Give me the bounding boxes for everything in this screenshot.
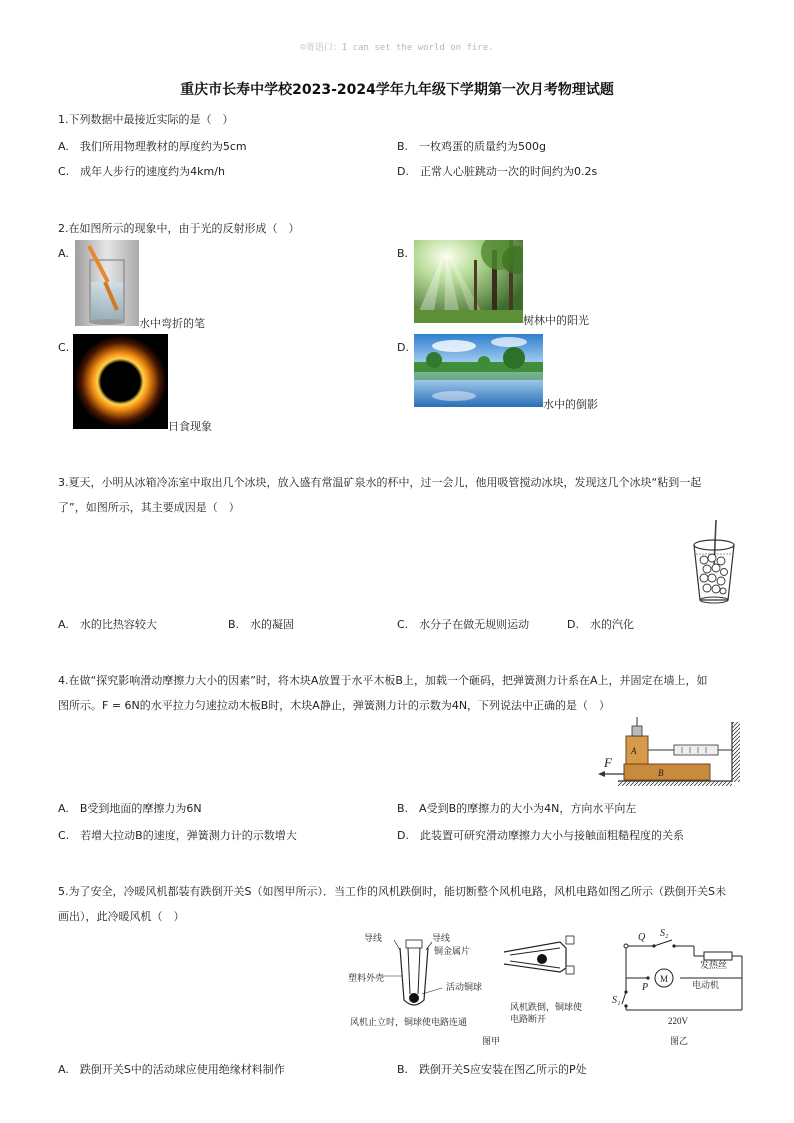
heater-label: 发热丝 bbox=[700, 960, 728, 970]
friction-setup-image bbox=[598, 714, 740, 786]
wire-label-2: 导线 bbox=[432, 933, 451, 943]
bent-pencil-image bbox=[75, 240, 139, 326]
motor-label: 电动机 bbox=[692, 980, 720, 990]
q1-option-b[interactable]: B. 一枚鸡蛋的质量约为500g bbox=[397, 140, 547, 153]
copper-ball-label: 活动铜球 bbox=[446, 982, 483, 992]
switch-s2-label: S₂ bbox=[660, 928, 669, 939]
q4-option-a[interactable]: A. B受到地面的摩擦力为6N bbox=[58, 802, 202, 815]
voltage-label: 220V bbox=[668, 1016, 688, 1026]
q2-option-c-letter[interactable]: C. bbox=[58, 341, 70, 354]
circuit-diagram-yi bbox=[608, 928, 748, 1050]
q5-stem-line2: 画出），此冷暖风机（ ） bbox=[58, 910, 185, 923]
fallen-caption-2: 电路断开 bbox=[510, 1014, 547, 1024]
watermark: ☺寄语口：I can set the world on fire. bbox=[300, 43, 494, 53]
q2-option-c-caption: 日食现象 bbox=[168, 420, 212, 433]
q2-stem: 2.在如图所示的现象中，由于光的反射形成（ ） bbox=[58, 222, 300, 235]
water-reflection-image bbox=[414, 334, 543, 407]
wire-label-1: 导线 bbox=[364, 933, 383, 943]
plastic-shell-label: 塑料外壳 bbox=[348, 973, 385, 983]
page-title: 重庆市长寿中学校2023-2024学年九年级下学期第一次月考物理试题 bbox=[180, 82, 614, 98]
copper-sheet-label: 铜金属片 bbox=[434, 946, 471, 956]
q3-stem-line1: 3.夏天，小明从冰箱冷冻室中取出几个冰块，放入盛有常温矿泉水的杯中，过一会儿，他用吸管搅动冰块，发现这几个冰块“粘到一起 bbox=[58, 476, 702, 489]
block-a-label: A bbox=[631, 746, 637, 756]
fallen-caption-1: 风机跌倒，铜球使 bbox=[510, 1002, 583, 1012]
q2-option-a-caption: 水中弯折的笔 bbox=[139, 317, 205, 330]
node-p-label: P bbox=[642, 982, 649, 993]
q2-option-d-caption: 水中的倒影 bbox=[543, 398, 598, 411]
q3-option-a[interactable]: A. 水的比热容较大 bbox=[58, 618, 157, 631]
force-f-label: F bbox=[604, 755, 612, 770]
q1-option-c[interactable]: C. 成年人步行的速度约为4km/h bbox=[58, 165, 225, 178]
q4-option-b[interactable]: B. A受到B的摩擦力的大小为4N，方向水平向左 bbox=[397, 802, 637, 815]
q4-stem-line2: 图所示。F = 6N的水平拉力匀速拉动木板B时，木块A静止，弹簧测力计的示数为4N，下列说法中正确的是（ ） bbox=[58, 699, 611, 712]
q4-stem-line1: 4.在做“探究影响滑动摩擦力大小的因素”时，将木块A放置于水平木板B上，加载一个砸码，把弹簧测力计系在A上，并固定在墙上，如 bbox=[58, 674, 708, 687]
q5-option-a[interactable]: A. 跌倒开关S中的活动球应使用绝缘材料制作 bbox=[58, 1063, 285, 1076]
q1-option-a[interactable]: A. 我们所用物理教材的厚度约为5cm bbox=[58, 140, 247, 153]
q3-option-c[interactable]: C. 水分子在做无规则运动 bbox=[397, 618, 530, 631]
board-b-label: B bbox=[658, 768, 664, 778]
solar-eclipse-image bbox=[73, 334, 168, 429]
q1-stem: 1.下列数据中最接近实际的是（ ） bbox=[58, 113, 234, 126]
q3-option-b[interactable]: B. 水的凝固 bbox=[228, 618, 295, 631]
q1-option-d[interactable]: D. 正常人心脏跳动一次的时间约为0.2s bbox=[397, 165, 598, 178]
node-q-label: Q bbox=[638, 932, 646, 943]
q5-stem-line1: 5.为了安全，冷暖风机都装有跌倒开关S（如图甲所示）．当工作的风机跌倒时，能切断整个风机电路，风机电路如图乙所示（跌倒开关S未 bbox=[58, 885, 726, 898]
forest-sunlight-image bbox=[414, 240, 523, 323]
fig-yi-caption: 图乙 bbox=[670, 1036, 689, 1046]
q2-option-b-caption: 树林中的阳光 bbox=[523, 314, 589, 327]
upright-caption: 风机止立时，铜球使电路连通 bbox=[350, 1017, 468, 1027]
q3-stem-line2: 了”，如图所示，其主要成因是（ ） bbox=[58, 501, 240, 514]
ice-cup-image bbox=[690, 520, 738, 606]
switch-s1-label: S₁ bbox=[612, 995, 621, 1006]
fig-jia-caption: 图甲 bbox=[482, 1036, 501, 1046]
q2-option-a-letter[interactable]: A. bbox=[58, 247, 69, 260]
tilt-switch-diagram-jia bbox=[342, 928, 592, 1050]
q4-option-d[interactable]: D. 此装置可研究滑动摩擦力大小与接触面粗糙程度的关系 bbox=[397, 829, 684, 842]
q2-option-b-letter[interactable]: B. bbox=[397, 247, 409, 260]
q4-option-c[interactable]: C. 若增大拉动B的速度，弹簧测力计的示数增大 bbox=[58, 829, 297, 842]
q2-option-d-letter[interactable]: D. bbox=[397, 341, 409, 354]
motor-m-label: M bbox=[660, 974, 669, 984]
q3-option-d[interactable]: D. 水的汽化 bbox=[567, 618, 634, 631]
q5-option-b[interactable]: B. 跌倒开关S应安装在图乙所示的P处 bbox=[397, 1063, 587, 1076]
